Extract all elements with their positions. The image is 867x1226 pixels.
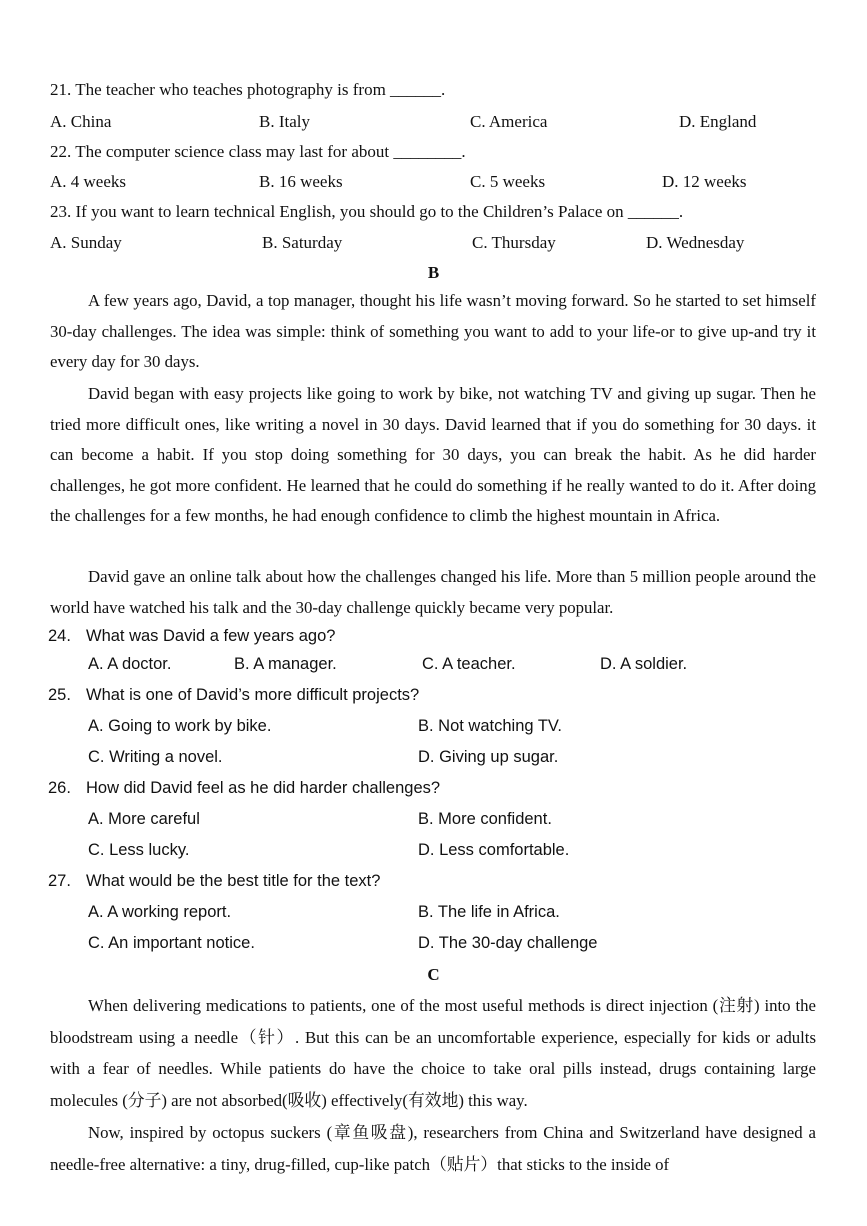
option-a: A. Sunday	[50, 233, 122, 252]
option-b: B. Italy	[259, 112, 310, 131]
question-text: What would be the best title for the text?	[86, 872, 381, 890]
question-24-stem	[48, 627, 335, 646]
question-number: 25.	[48, 686, 71, 704]
option-a: A. A working report.	[88, 903, 232, 921]
question-23-options	[50, 233, 830, 255]
section-c-heading: C	[427, 965, 440, 984]
question-text: What is one of David’s more difficult projects?	[86, 686, 420, 704]
option-d: D. The 30-day challenge	[418, 934, 598, 952]
option-d: D. Less comfortable.	[418, 841, 570, 859]
option-d: D. A soldier.	[600, 655, 688, 673]
question-22-options	[50, 172, 830, 194]
question-number: 26.	[48, 779, 71, 797]
option-b: B. Not watching TV.	[418, 717, 562, 735]
question-24-options	[88, 655, 828, 677]
option-d: D. Giving up sugar.	[418, 748, 559, 766]
question-21-stem: 21. The teacher who teaches photography is from ______.	[50, 80, 446, 99]
question-25-options-row-1	[88, 717, 828, 739]
question-27-options-row-1	[88, 903, 828, 925]
option-d: D. 12 weeks	[662, 172, 747, 191]
option-a: A. 4 weeks	[50, 172, 127, 191]
option-b: B. 16 weeks	[259, 172, 343, 191]
question-text: How did David feel as he did harder challenges?	[86, 779, 441, 797]
passage-c-paragraph-1: When delivering medications to patients, one of the most useful methods is direct injection (注射) into the bloodstream using a needle（针）. But this can be an uncomfortable experience, especially for kids or adults with a fear of needles. While patients do have the choice to take oral pills instead, drugs containing large molecules (分子) are not absorbed(吸收) effectively(有效地) this way.	[50, 996, 816, 1110]
option-d: D. England	[679, 112, 757, 131]
question-27-options-row-2	[88, 934, 828, 956]
option-c: C. Writing a novel.	[88, 748, 223, 766]
option-c: C. Thursday	[472, 233, 556, 252]
passage-c-paragraph-2: Now, inspired by octopus suckers (章鱼吸盘), researchers from China and Switzerland have designed a needle-free alternative: a tiny, drug-filled, cup-like patch（贴片）that sticks to the inside of	[50, 1123, 816, 1174]
question-23-stem: 23. If you want to learn technical English, you should go to the Children’s Palace on ______.	[50, 202, 684, 221]
option-c: C. America	[470, 112, 548, 131]
question-21-options	[50, 112, 830, 134]
option-c: C. A teacher.	[422, 655, 516, 673]
option-d: D. Wednesday	[646, 233, 745, 252]
question-25-stem	[48, 686, 419, 705]
question-number: 27.	[48, 872, 71, 890]
question-number: 24.	[48, 627, 71, 645]
option-c: C. An important notice.	[88, 934, 255, 952]
option-b: B. A manager.	[234, 655, 337, 673]
option-a: A. Going to work by bike.	[88, 717, 272, 735]
question-26-options-row-1	[88, 810, 828, 832]
option-b: B. More confident.	[418, 810, 552, 828]
passage-b-paragraph-1: A few years ago, David, a top manager, thought his life wasn’t moving forward. So he started to set himself 30-day challenges. The idea was simple: think of something you want to add to your life-or to give up-and try it every day for 30 days.	[50, 291, 816, 371]
question-26-options-row-2	[88, 841, 828, 863]
question-26-stem	[48, 779, 440, 798]
option-a: A. More careful	[88, 810, 200, 828]
passage-b-paragraph-2: David began with easy projects like going to work by bike, not watching TV and giving up sugar. Then he tried more difficult ones, like writing a novel in 30 days. David learned that if you do something for 30 days. it can become a habit. If you stop doing something for 30 days, you can break the habit. As he did harder challenges, he got more confident. He learned that he could do something if he really wanted to do it. After doing the challenges for a few months, he had enough confidence to climb the highest mountain in Africa.	[50, 384, 816, 525]
option-a: A. A doctor.	[88, 655, 172, 673]
passage-b-paragraph-3: David gave an online talk about how the challenges changed his life. More than 5 million people around the world have watched his talk and the 30-day challenge quickly became very popular.	[50, 567, 816, 617]
option-c: C. Less lucky.	[88, 841, 190, 859]
option-b: B. The life in Africa.	[418, 903, 560, 921]
question-25-options-row-2	[88, 748, 828, 770]
option-c: C. 5 weeks	[470, 172, 546, 191]
question-text: What was David a few years ago?	[86, 627, 336, 645]
section-b-heading: B	[427, 263, 440, 282]
option-a: A. China	[50, 112, 112, 131]
option-b: B. Saturday	[262, 233, 343, 252]
question-22-stem: 22. The computer science class may last for about ________.	[50, 142, 466, 161]
question-27-stem	[48, 872, 380, 891]
